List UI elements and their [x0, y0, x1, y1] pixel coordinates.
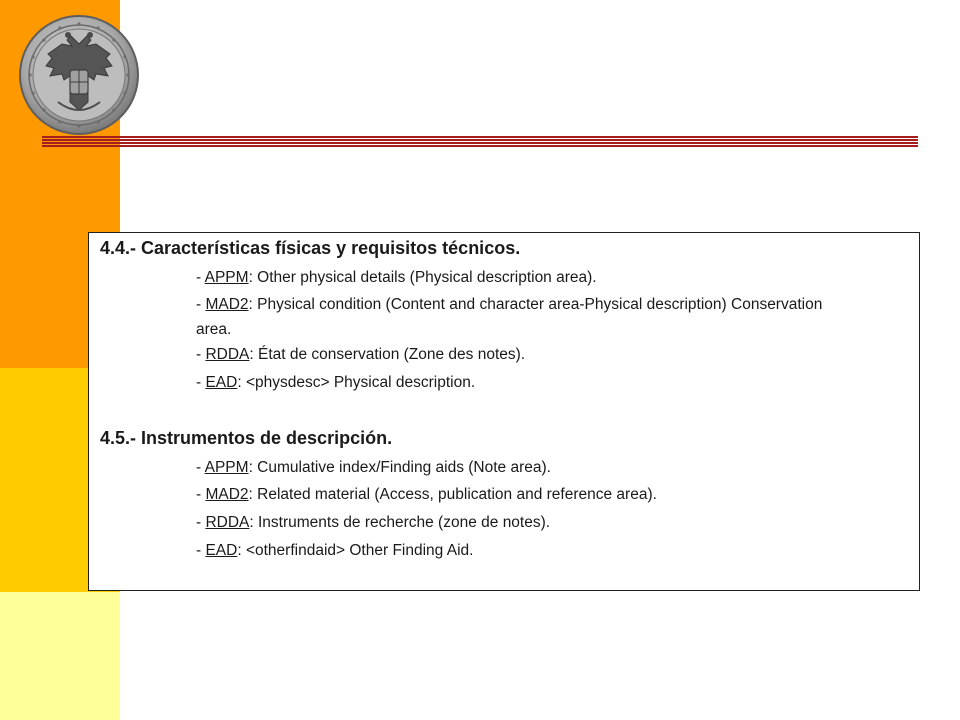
university-seal-icon [18, 14, 140, 136]
appm-link[interactable]: APPM [204, 269, 249, 286]
content-box [88, 232, 920, 591]
list-item: - EAD: <physdesc> Physical description. [196, 374, 476, 391]
list-item: - APPM: Other physical details (Physical description area). [196, 269, 597, 286]
mad2-link[interactable]: MAD2 [205, 486, 249, 503]
mad2-link[interactable]: MAD2 [205, 296, 249, 313]
list-item: - EAD: <otherfindaid> Other Finding Aid. [196, 542, 474, 559]
list-item: - MAD2: Physical condition (Content and character area-Physical description) Conservation area. [196, 296, 823, 338]
list-item: - RDDA: Instruments de recherche (zone de notes). [196, 514, 551, 531]
appm-link[interactable]: APPM [204, 459, 249, 476]
header-rule [42, 136, 918, 147]
ead-link[interactable]: EAD [205, 542, 238, 559]
section-heading-4-4: 4.4.- Características físicas y requisitos técnicos. [100, 238, 521, 258]
section-heading-4-5: 4.5.- Instrumentos de descripción. [100, 428, 393, 448]
pale-yellow-sidebar-band [0, 592, 120, 720]
rdda-link[interactable]: RDDA [205, 514, 250, 531]
rdda-link[interactable]: RDDA [205, 346, 250, 363]
ead-link[interactable]: EAD [205, 374, 238, 391]
list-item: - APPM: Cumulative index/Finding aids (Note area). [196, 459, 551, 476]
list-item: - RDDA: État de conservation (Zone des notes). [196, 346, 526, 363]
list-item: - MAD2: Related material (Access, publication and reference area). [196, 486, 657, 503]
